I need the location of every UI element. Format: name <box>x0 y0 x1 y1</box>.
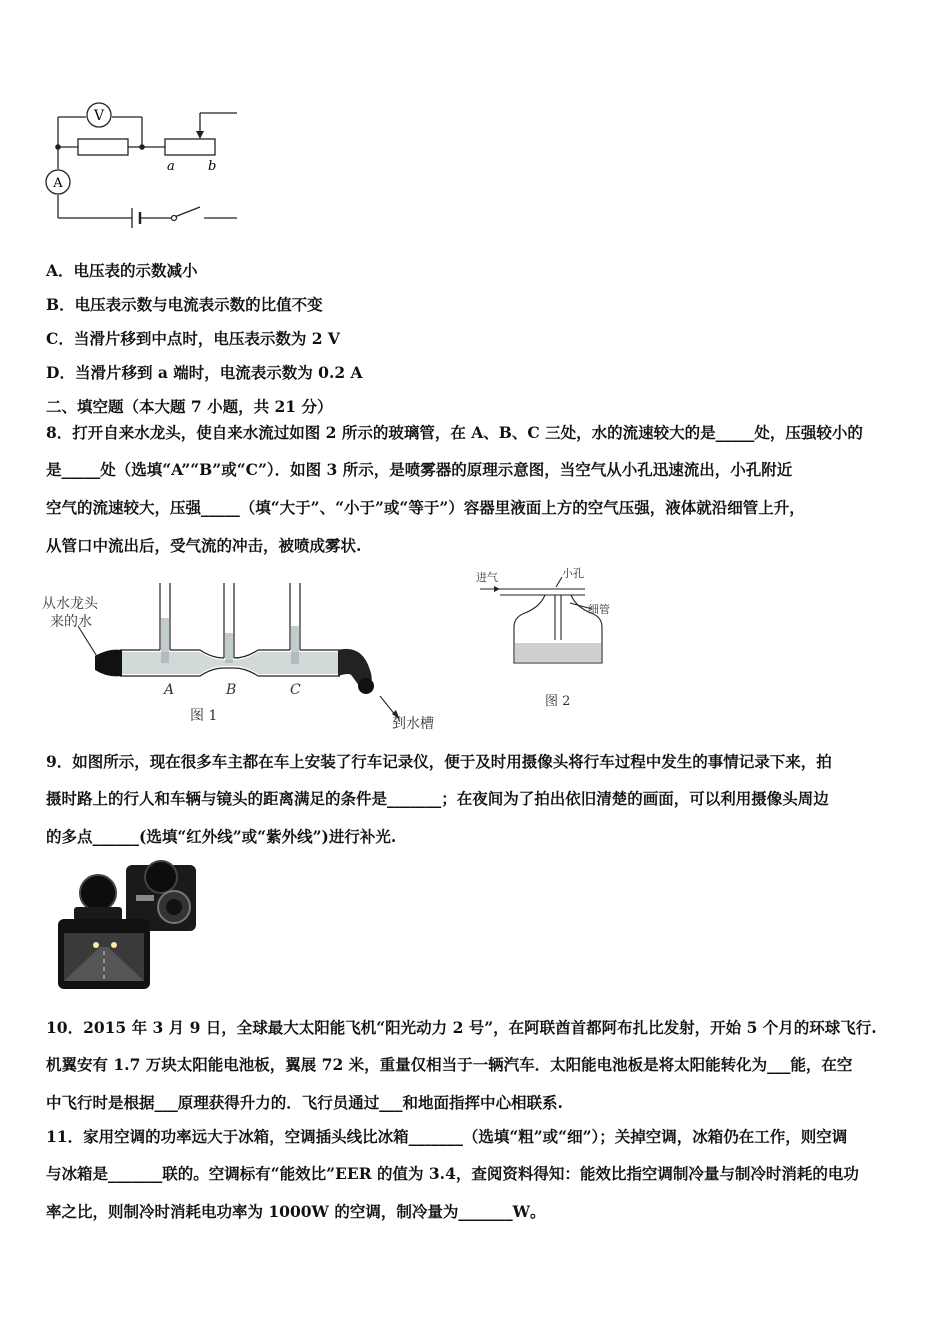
q9-line-3: 的多点______(选填“红外线”或“紫外线”)进行补光. <box>46 827 397 846</box>
fig2-inlet-label: 进气 <box>476 571 498 584</box>
q11-line-1: 11．家用空调的功率远大于冰箱，空调插头线比冰箱_______（选填“粗”或“细”）；关掉空调，冰箱仍在工作，则空调 <box>46 1127 848 1146</box>
q9-line-2: 摄时路上的行人和车辆与镜头的距离满足的条件是_______；在夜间为了拍出依旧清楚的画面，可以利用摄像头周边 <box>46 789 829 808</box>
q7-option-c: C．当滑片移到中点时，电压表示数为 2 V <box>46 329 340 348</box>
fig1-point-b: B <box>226 682 237 698</box>
q8-line-4: 从管口中流出后，受气流的冲击，被喷成雾状. <box>46 536 362 555</box>
fig1-caption: 图 1 <box>190 708 218 724</box>
voltmeter-symbol: V <box>93 108 105 124</box>
q7-option-d: D．当滑片移到 a 端时，电流表示数为 0.2 A <box>46 363 363 382</box>
fig1-source-label-2: 来的水 <box>50 614 92 630</box>
ammeter-symbol: A <box>53 176 63 191</box>
fig1-point-a: A <box>164 682 175 698</box>
q8-line-3: 空气的流速较大，压强_____（填“大于”、“小于”或“等于”）容器里液面上方的空气压强，液体就沿细管上升， <box>46 498 805 517</box>
fig2-caption: 图 2 <box>545 694 571 709</box>
fig1-point-c: C <box>290 682 301 698</box>
q10-line-3: 中飞行时是根据___原理获得升力的．飞行员通过___和地面指挥中心相联系. <box>46 1093 563 1112</box>
q10-line-1: 10．2015 年 3 月 9 日，全球最大太阳能飞机“阳光动力 2 号”，在阿联酋首都阿布扎比发射，开始 5 个月的环球飞行. <box>46 1018 877 1037</box>
fig2-tube-label: 细管 <box>588 603 610 616</box>
figure-2-atomizer <box>470 565 620 715</box>
rheostat-end-b: b <box>208 159 217 174</box>
fig1-source-label-1: 从水龙头 <box>42 596 98 612</box>
q9-line-1: 9．如图所示，现在很多车主都在车上安装了行车记录仪，便于及时用摄像头将行车过程中发生的事情记录下来，拍 <box>46 752 832 771</box>
q11-line-3: 率之比，则制冷时消耗电功率为 1000W 的空调，制冷量为_______W。 <box>46 1202 546 1221</box>
fixed-resistor <box>78 139 128 155</box>
fig2-hole-label: 小孔 <box>562 567 584 580</box>
fig1-sink-label: 到水槽 <box>392 716 434 730</box>
q10-line-2: 机翼安有 1.7 万块太阳能电池板，翼展 72 米，重量仅相当于一辆汽车．太阳能电池板是将太阳能转化为___能，在空 <box>46 1055 853 1074</box>
figure-1-glass-tube <box>40 578 450 730</box>
rheostat <box>165 139 215 155</box>
inlet-hose <box>95 650 122 677</box>
q8-line-2: 是_____处（选填“A”“B”或“C”）．如图 3 所示，是喷雾器的原理示意图，当空气从小孔迅速流出，小孔附近 <box>46 460 793 479</box>
rheostat-end-a: a <box>167 159 175 174</box>
section2-heading: 二、填空题（本大题 7 小题，共 21 分） <box>46 397 333 416</box>
q11-line-2: 与冰箱是_______联的。空调标有“能效比”EER 的值为 3.4，查阅资料得知：能效比指空调制冷量与制冷时消耗的电功 <box>46 1164 859 1183</box>
q7-option-b: B．电压表示数与电流表示数的比值不变 <box>46 295 323 314</box>
dashcam-image <box>56 855 204 993</box>
circuit-diagram <box>40 95 245 230</box>
q7-option-a: A．电压表的示数减小 <box>46 261 198 280</box>
q8-line-1: 8．打开自来水龙头，使自来水流过如图 2 所示的玻璃管，在 A、B、C 三处，水的流速较大的是_____处，压强较小的 <box>46 423 863 442</box>
